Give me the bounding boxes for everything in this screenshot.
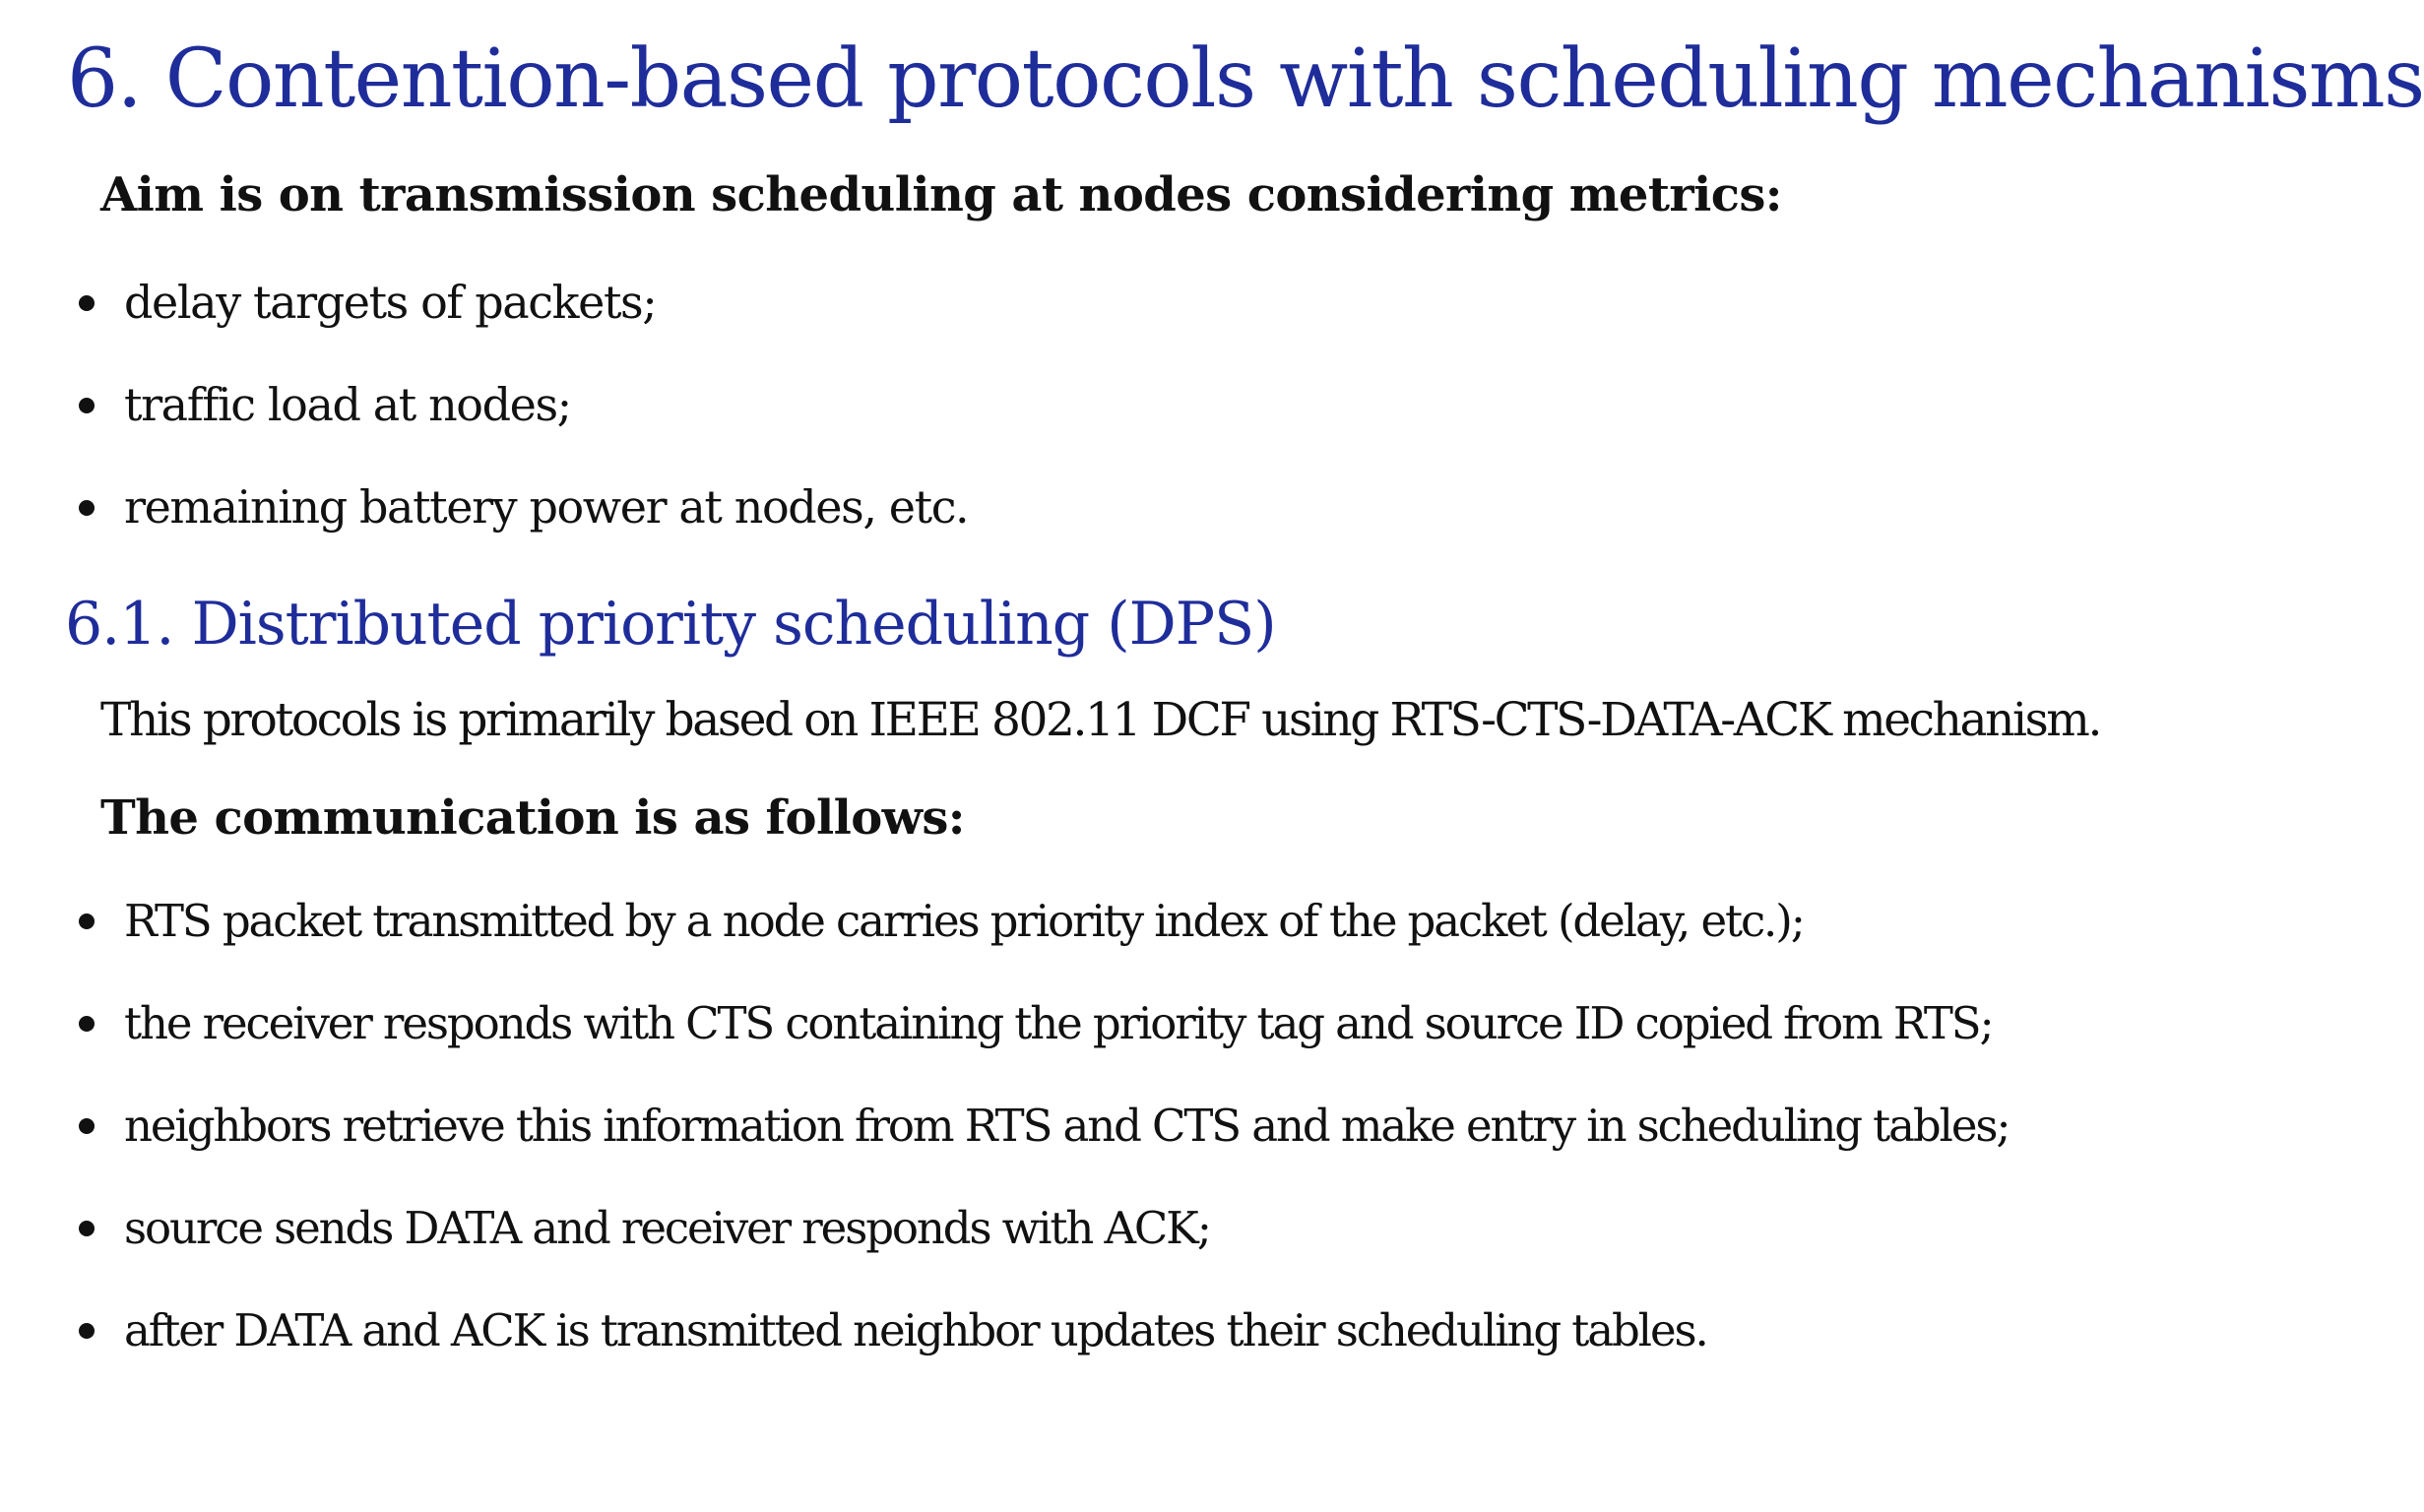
bullet-icon: [79, 398, 95, 413]
slide-title: 6. Contention-based protocols with scheduling mechanisms: [67, 32, 2424, 126]
list-item: [79, 1177, 2009, 1280]
metrics-list: [79, 252, 968, 559]
aim-text: Aim is on transmission scheduling at nodes considering metrics:: [100, 167, 1782, 222]
list-item: [79, 973, 2009, 1075]
list-item: [79, 1280, 2009, 1382]
section-title: 6.1. Distributed priority scheduling (DPS): [65, 590, 1276, 659]
metric-text: traffic load at nodes;: [124, 378, 571, 432]
bullet-icon: [79, 500, 95, 516]
communication-heading: The communication is as follows:: [100, 790, 965, 846]
bullet-icon: [79, 295, 95, 311]
bullet-icon: [79, 1118, 95, 1134]
step-text: source sends DATA and receiver responds with ACK;: [124, 1202, 1210, 1254]
metric-text: remaining battery power at nodes, etc.: [124, 480, 969, 535]
intro-text: This protocols is primarily based on IEEE 802.11 DCF using RTS-CTS-DATA-ACK mechanism.: [100, 693, 2101, 747]
step-text: RTS packet transmitted by a node carries priority index of the packet (delay, etc.);: [124, 895, 1804, 947]
list-item: [79, 870, 2009, 973]
list-item: [79, 354, 968, 457]
list-item: [79, 252, 968, 354]
bullet-icon: [79, 1016, 95, 1032]
steps-list: [79, 870, 2009, 1382]
bullet-icon: [79, 1323, 95, 1339]
bullet-icon: [79, 1221, 95, 1236]
step-text: the receiver responds with CTS containing the priority tag and source ID copied from RTS;: [124, 997, 1993, 1049]
step-text: neighbors retrieve this information from RTS and CTS and make entry in scheduling tables;: [124, 1100, 2009, 1152]
bullet-icon: [79, 914, 95, 929]
metric-text: delay targets of packets;: [124, 276, 657, 330]
step-text: after DATA and ACK is transmitted neighbor updates their scheduling tables.: [124, 1304, 1707, 1356]
list-item: [79, 1075, 2009, 1177]
list-item: [79, 457, 968, 559]
